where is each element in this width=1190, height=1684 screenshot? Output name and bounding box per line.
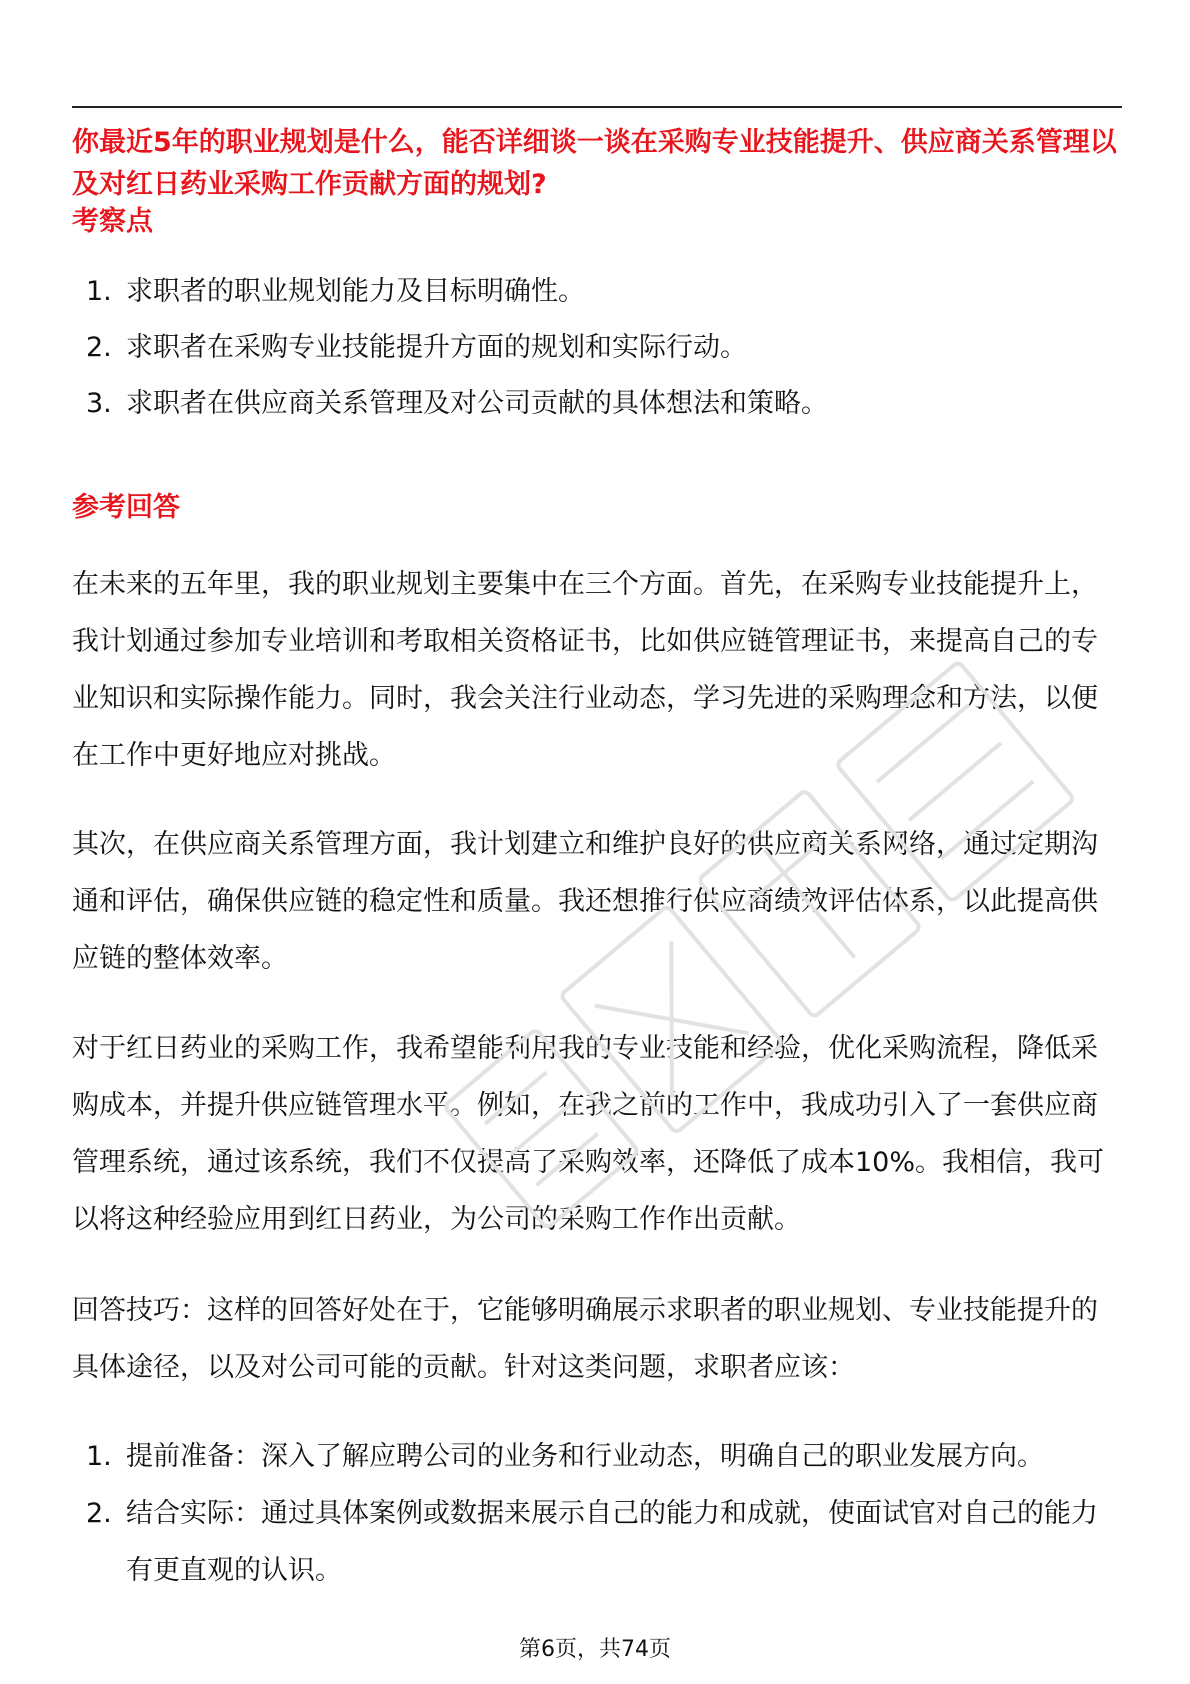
tips-list <box>72 1428 1122 1599</box>
list-item: 3. 求职者在供应商关系管理及对公司贡献的具体想法和策略。 <box>86 388 828 419</box>
list-item: 1. 提前准备：深入了解应聘公司的业务和行业动态，明确自己的职业发展方向。 <box>86 1441 1044 1472</box>
answer-paragraph-3: 对于红日药业的采购工作，我希望能利用我的专业技能和经验，优化采购流程，降低采购成本，并提升供应链管理水平。例如，在我之前的工作中，我成功引入了一套供应商管理系统，通过该系统，我们不仅提高了采购效率，还降低了成本10%。我相信，我可以将这种经验应用到红日药业，为公司的采购工作作出贡献。 <box>72 1033 1105 1235</box>
assessment-points-list <box>72 268 1122 428</box>
page-footer: 第6页，共74页 <box>519 1637 671 1662</box>
list-item: 2. 求职者在采购专业技能提升方面的规划和实际行动。 <box>86 332 747 363</box>
answer-paragraph-2: 其次，在供应商关系管理方面，我计划建立和维护良好的供应商关系网络，通过定期沟通和评估，确保供应链的稳定性和质量。我还想推行供应商绩效评估体系，以此提高供应链的整体效率。 <box>72 829 1098 974</box>
section-title-assessment: 考察点 <box>72 206 153 237</box>
answer-tips-intro: 回答技巧：这样的回答好处在于，它能够明确展示求职者的职业规划、专业技能提升的具体途径，以及对公司可能的贡献。针对这类问题，求职者应该： <box>72 1295 1098 1383</box>
section-title-reference-answer: 参考回答 <box>72 492 180 523</box>
list-item: 1. 求职者的职业规划能力及目标明确性。 <box>86 276 585 307</box>
top-divider <box>72 106 1122 108</box>
list-item: 2. 结合实际：通过具体案例或数据来展示自己的能力和成就，使面试官对自己的能力有更直观的认识。 <box>86 1498 1098 1586</box>
answer-paragraph-1: 在未来的五年里，我的职业规划主要集中在三个方面。首先，在采购专业技能提升上，我计划通过参加专业培训和考取相关资格证书，比如供应链管理证书，来提高自己的专业知识和实际操作能力。同时，我会关注行业动态，学习先进的采购理念和方法，以便在工作中更好地应对挑战。 <box>72 569 1098 771</box>
question-heading: 你最近5年的职业规划是什么，能否详细谈一谈在采购专业技能提升、供应商关系管理以及对红日药业采购工作贡献方面的规划? <box>72 127 1117 200</box>
